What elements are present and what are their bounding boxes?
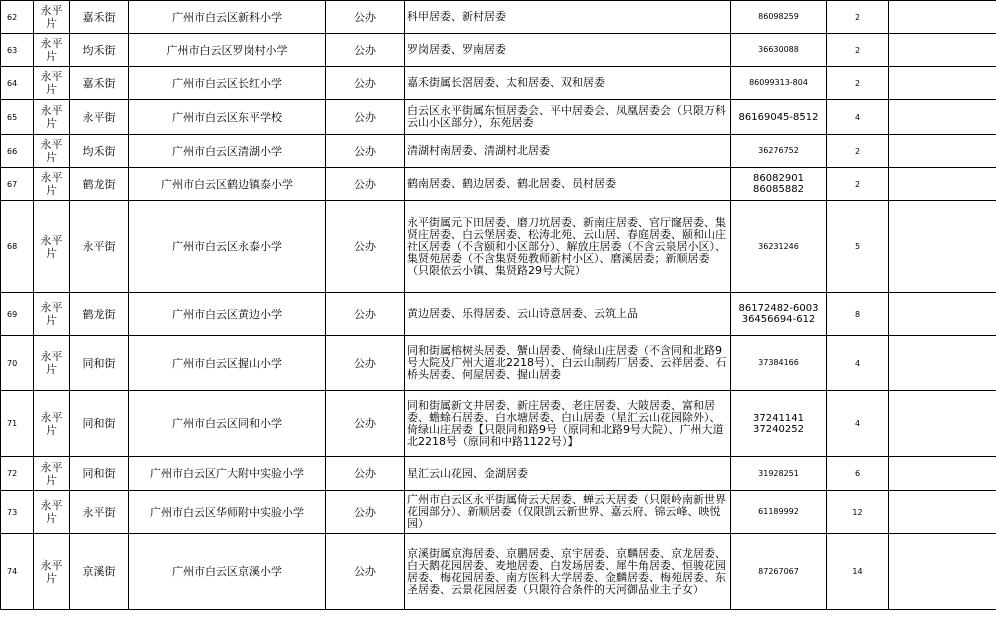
school-type-cell: 公办 bbox=[326, 457, 405, 491]
street-cell: 同和街 bbox=[70, 336, 129, 391]
catchment-area-cell: 鹤南居委、鹤边居委、鹤北居委、员村居委 bbox=[405, 168, 731, 201]
notes-cell bbox=[889, 457, 996, 491]
row-number: 66 bbox=[1, 135, 34, 168]
street-cell: 永平街 bbox=[70, 491, 129, 534]
school-type-cell: 公办 bbox=[326, 34, 405, 67]
street-cell: 永平街 bbox=[70, 201, 129, 293]
row-number: 69 bbox=[1, 293, 34, 336]
zone-cell: 永平片 bbox=[34, 491, 70, 534]
school-name-cell: 广州市白云区黄边小学 bbox=[129, 293, 326, 336]
street-cell: 嘉禾街 bbox=[70, 1, 129, 34]
table-row bbox=[1, 168, 996, 201]
row-number: 70 bbox=[1, 336, 34, 391]
school-type-cell: 公办 bbox=[326, 534, 405, 610]
table-row bbox=[1, 201, 996, 293]
notes-cell bbox=[889, 168, 996, 201]
zone-cell: 永平片 bbox=[34, 457, 70, 491]
catchment-area-cell: 嘉禾街属长滘居委、太和居委、双和居委 bbox=[405, 67, 731, 100]
school-type-cell: 公办 bbox=[326, 491, 405, 534]
school-name-cell: 广州市白云区华师附中实验小学 bbox=[129, 491, 326, 534]
school-name-cell: 广州市白云区京溪小学 bbox=[129, 534, 326, 610]
catchment-area-cell: 罗岗居委、罗南居委 bbox=[405, 34, 731, 67]
school-name-cell: 广州市白云区东平学校 bbox=[129, 100, 326, 135]
table-row bbox=[1, 534, 996, 610]
catchment-area-cell: 京溪街属京海居委、京鹏居委、京宇居委、京麟居委、京龙居委、白天鹅花园居委、麦地居委、白发场居委、犀牛角居委、恒骏花园居委、梅花园居委、南方医科大学居委、金麟居委、梅苑居委、东圣居委、云景花园居委（只限符合条件的天河御品业主子女） bbox=[405, 534, 731, 610]
row-number: 64 bbox=[1, 67, 34, 100]
catchment-area-cell: 星汇云山花园、金湖居委 bbox=[405, 457, 731, 491]
school-name-cell: 广州市白云区新科小学 bbox=[129, 1, 326, 34]
street-cell: 永平街 bbox=[70, 100, 129, 135]
zone-cell: 永平片 bbox=[34, 534, 70, 610]
zone-cell: 永平片 bbox=[34, 293, 70, 336]
street-cell: 鹤龙街 bbox=[70, 293, 129, 336]
table-row bbox=[1, 293, 996, 336]
row-number: 65 bbox=[1, 100, 34, 135]
street-cell: 京溪街 bbox=[70, 534, 129, 610]
table-row bbox=[1, 135, 996, 168]
school-type-cell: 公办 bbox=[326, 168, 405, 201]
row-number: 63 bbox=[1, 34, 34, 67]
table-row bbox=[1, 391, 996, 457]
notes-cell bbox=[889, 491, 996, 534]
table-row bbox=[1, 336, 996, 391]
school-name-cell: 广州市白云区握山小学 bbox=[129, 336, 326, 391]
zone-cell: 永平片 bbox=[34, 336, 70, 391]
table-row bbox=[1, 1, 996, 34]
school-type-cell: 公办 bbox=[326, 336, 405, 391]
street-cell: 均禾街 bbox=[70, 135, 129, 168]
row-number: 71 bbox=[1, 391, 34, 457]
zone-cell: 永平片 bbox=[34, 135, 70, 168]
street-cell: 嘉禾街 bbox=[70, 67, 129, 100]
school-name-cell: 广州市白云区罗岗村小学 bbox=[129, 34, 326, 67]
school-type-cell: 公办 bbox=[326, 135, 405, 168]
class-count-cell: 8 bbox=[827, 293, 889, 336]
phone-cell: 36276752 bbox=[731, 135, 827, 168]
phone-cell: 86172482-6003 36456694-612 bbox=[731, 293, 827, 336]
zone-cell: 永平片 bbox=[34, 1, 70, 34]
class-count-cell: 2 bbox=[827, 135, 889, 168]
school-name-cell: 广州市白云区广大附中实验小学 bbox=[129, 457, 326, 491]
phone-cell: 61189992 bbox=[731, 491, 827, 534]
zone-cell: 永平片 bbox=[34, 168, 70, 201]
class-count-cell: 4 bbox=[827, 336, 889, 391]
zone-cell: 永平片 bbox=[34, 391, 70, 457]
catchment-area-cell: 同和街属榕树头居委、蟹山居委、倚绿山庄居委（不含同和北路9号大院及广州大道北2218号）、白云山制药厂居委、云祥居委、石桥头居委、何屋居委、握山居委 bbox=[405, 336, 731, 391]
school-type-cell: 公办 bbox=[326, 293, 405, 336]
class-count-cell: 14 bbox=[827, 534, 889, 610]
catchment-area-cell: 同和街属新文井居委、新庄居委、老庄居委、大陂居委、富和居委、蟾蜍石居委、白水塘居委、白山居委（星汇云山花园除外）、倚绿山庄居委【只限同和路9号（原同和北路9号大院）、广州大道北2218号（原同和中路1122号）】 bbox=[405, 391, 731, 457]
phone-cell: 87267067 bbox=[731, 534, 827, 610]
catchment-area-cell: 清湖村南居委、清湖村北居委 bbox=[405, 135, 731, 168]
phone-cell: 86082901 86085882 bbox=[731, 168, 827, 201]
row-number: 72 bbox=[1, 457, 34, 491]
street-cell: 鹤龙街 bbox=[70, 168, 129, 201]
catchment-area-cell: 广州市白云区永平街属倚云天居委、蝉云天居委（只限岭南新世界花园部分）、新顺居委（仅限凯云新世界、嘉云府、锦云峰、映悦园） bbox=[405, 491, 731, 534]
table-row bbox=[1, 457, 996, 491]
notes-cell bbox=[889, 100, 996, 135]
row-number: 73 bbox=[1, 491, 34, 534]
school-name-cell: 广州市白云区长红小学 bbox=[129, 67, 326, 100]
phone-cell: 36231246 bbox=[731, 201, 827, 293]
school-name-cell: 广州市白云区清湖小学 bbox=[129, 135, 326, 168]
phone-cell: 86169045-8512 bbox=[731, 100, 827, 135]
zone-cell: 永平片 bbox=[34, 100, 70, 135]
class-count-cell: 2 bbox=[827, 168, 889, 201]
street-cell: 同和街 bbox=[70, 391, 129, 457]
table-row bbox=[1, 100, 996, 135]
school-type-cell: 公办 bbox=[326, 201, 405, 293]
school-type-cell: 公办 bbox=[326, 67, 405, 100]
class-count-cell: 4 bbox=[827, 391, 889, 457]
row-number: 62 bbox=[1, 1, 34, 34]
notes-cell bbox=[889, 293, 996, 336]
catchment-area-cell: 黄边居委、乐得居委、云山诗意居委、云筑上品 bbox=[405, 293, 731, 336]
table-row bbox=[1, 67, 996, 100]
class-count-cell: 12 bbox=[827, 491, 889, 534]
school-name-cell: 广州市白云区永泰小学 bbox=[129, 201, 326, 293]
street-cell: 同和街 bbox=[70, 457, 129, 491]
class-count-cell: 2 bbox=[827, 67, 889, 100]
school-type-cell: 公办 bbox=[326, 100, 405, 135]
class-count-cell: 6 bbox=[827, 457, 889, 491]
catchment-area-cell: 白云区永平街属东恒居委会、平中居委会、凤凰居委会（只限万科云山小区部分），东苑居委 bbox=[405, 100, 731, 135]
zone-cell: 永平片 bbox=[34, 34, 70, 67]
catchment-area-cell: 永平街属元下田居委、磨刀坑居委、新南庄居委、官厅窿居委、集贤庄居委、白云堡居委、松涛北苑、云山居、春庭居委、颐和山庄社区居委（不含颐和小区部分）、解放庄居委（不含云泉居小区）、集贤苑居委（不含集贤苑教师新村小区）、磨溪居委；新顺居委（只限依云小镇、集贤路29号大院） bbox=[405, 201, 731, 293]
class-count-cell: 2 bbox=[827, 34, 889, 67]
notes-cell bbox=[889, 135, 996, 168]
phone-cell: 37384166 bbox=[731, 336, 827, 391]
school-name-cell: 广州市白云区同和小学 bbox=[129, 391, 326, 457]
school-type-cell: 公办 bbox=[326, 391, 405, 457]
phone-cell: 86099313-804 bbox=[731, 67, 827, 100]
notes-cell bbox=[889, 67, 996, 100]
table-row bbox=[1, 34, 996, 67]
notes-cell bbox=[889, 201, 996, 293]
class-count-cell: 5 bbox=[827, 201, 889, 293]
school-type-cell: 公办 bbox=[326, 1, 405, 34]
zone-cell: 永平片 bbox=[34, 201, 70, 293]
notes-cell bbox=[889, 391, 996, 457]
notes-cell bbox=[889, 336, 996, 391]
notes-cell bbox=[889, 534, 996, 610]
table-row bbox=[1, 491, 996, 534]
zone-cell: 永平片 bbox=[34, 67, 70, 100]
catchment-area-cell: 科甲居委、新村居委 bbox=[405, 1, 731, 34]
phone-cell: 36630088 bbox=[731, 34, 827, 67]
phone-cell: 86098259 bbox=[731, 1, 827, 34]
row-number: 68 bbox=[1, 201, 34, 293]
row-number: 67 bbox=[1, 168, 34, 201]
row-number: 74 bbox=[1, 534, 34, 610]
phone-cell: 31928251 bbox=[731, 457, 827, 491]
notes-cell bbox=[889, 34, 996, 67]
school-name-cell: 广州市白云区鹤边镇泰小学 bbox=[129, 168, 326, 201]
notes-cell bbox=[889, 1, 996, 34]
phone-cell: 37241141 37240252 bbox=[731, 391, 827, 457]
street-cell: 均禾街 bbox=[70, 34, 129, 67]
class-count-cell: 4 bbox=[827, 100, 889, 135]
class-count-cell: 2 bbox=[827, 1, 889, 34]
